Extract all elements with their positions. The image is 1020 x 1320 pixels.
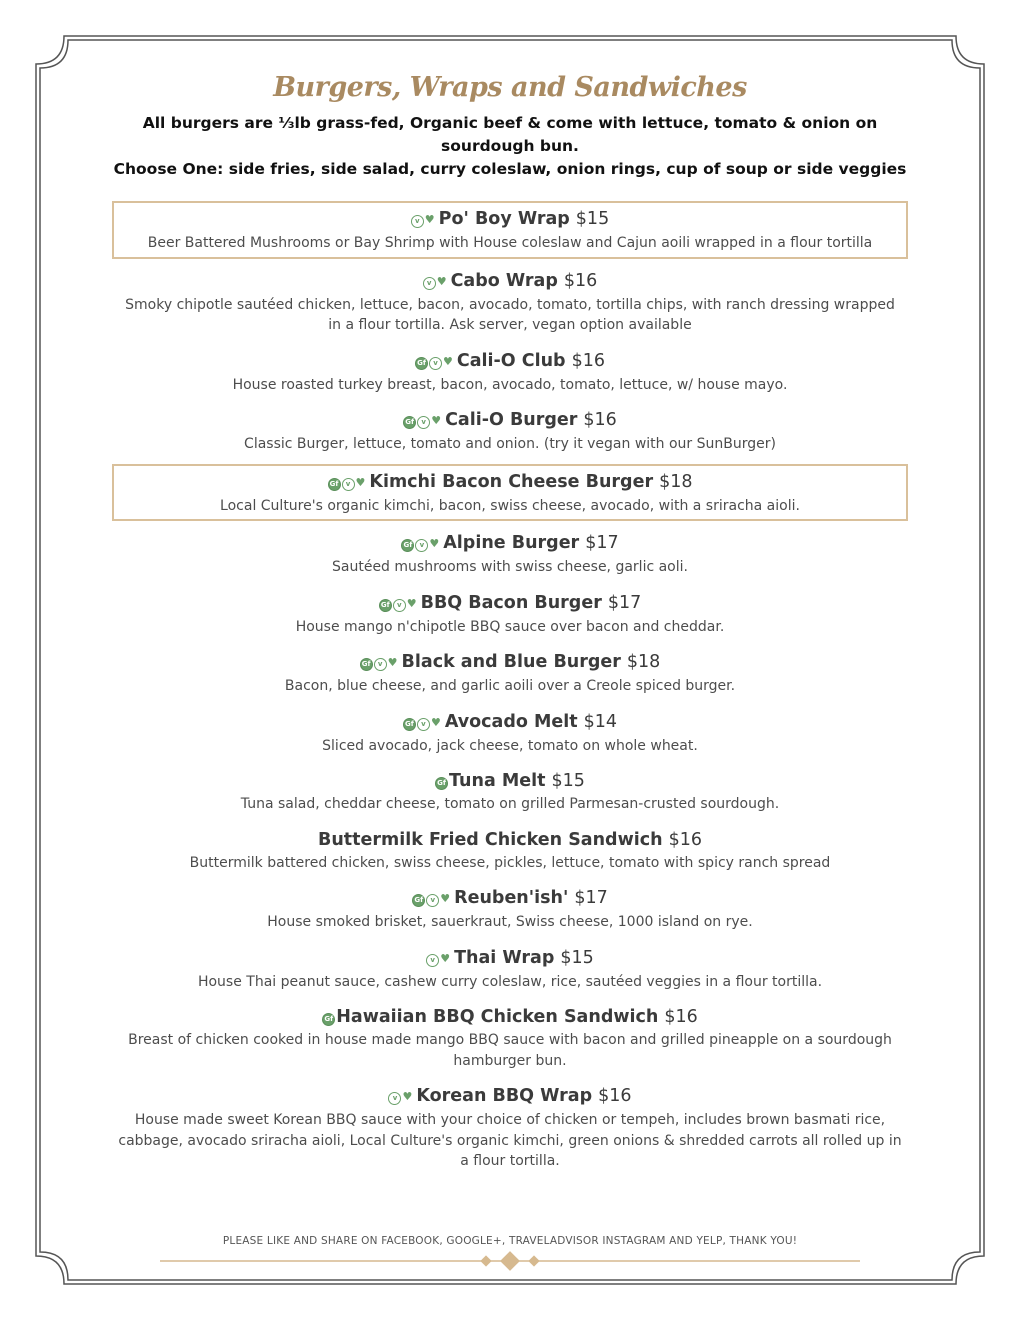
menu-item-heading bbox=[118, 886, 902, 911]
v-icon: v bbox=[429, 357, 442, 370]
footer-social-note: PLEASE LIKE AND SHARE ON FACEBOOK, GOOGLE+, TRAVELADVISOR INSTAGRAM AND YELP, THANK YOU! bbox=[222, 1235, 798, 1247]
menu-item-description: Smoky chipotle sautéed chicken, lettuce, bacon, avocado, tomato, tortilla chips, with ranch dressing wrapped in a flour tortilla. Ask server, vegan option available bbox=[125, 296, 895, 333]
heart-icon: ♥ bbox=[406, 596, 417, 610]
menu-item-name: Alpine Burger bbox=[443, 533, 580, 553]
v-icon: v bbox=[388, 1092, 401, 1105]
menu-item-description: House Thai peanut sauce, cashew curry coleslaw, rice, sautéed veggies in a flour tortilla. bbox=[197, 973, 823, 990]
heart-icon: ♥ bbox=[387, 656, 398, 669]
menu-item-description: Tuna salad, cheddar cheese, tomato on grilled Parmesan-crusted sourdough. bbox=[240, 796, 780, 812]
gf-icon: Gf bbox=[415, 357, 428, 370]
v-icon: v bbox=[426, 894, 439, 907]
v-icon: v bbox=[342, 478, 355, 491]
menu-item-price: $16 bbox=[583, 410, 617, 430]
menu-item bbox=[112, 1001, 908, 1074]
dietary-icons bbox=[426, 948, 454, 968]
menu-item-name: Reuben'ish' bbox=[454, 888, 569, 908]
heart-icon: ♥ bbox=[429, 537, 440, 550]
heart-icon: ♥ bbox=[355, 475, 366, 489]
intro-line-2: Choose One: side fries, side salad, curry coleslaw, onion rings, cup of soup or side veggies bbox=[113, 160, 907, 178]
menu-item bbox=[112, 345, 908, 399]
menu-item-heading bbox=[118, 1005, 902, 1029]
menu-item bbox=[112, 201, 908, 259]
menu-item-price: $18 bbox=[626, 652, 661, 672]
menu-item-description: House smoked brisket, sauerkraut, Swiss cheese, 1000 island on rye. bbox=[267, 914, 753, 930]
menu-item-price: $16 bbox=[668, 829, 702, 850]
menu-item-heading bbox=[118, 269, 902, 294]
dietary-icons bbox=[401, 533, 443, 553]
menu-item-description: Bacon, blue cheese, and garlic aoili over a Creole spiced burger. bbox=[284, 678, 736, 694]
menu-item-description: House mango n'chipotle BBQ sauce over bacon and cheddar. bbox=[295, 618, 725, 635]
v-icon: v bbox=[423, 277, 436, 290]
menu-item-name: Kimchi Bacon Cheese Burger bbox=[369, 471, 654, 492]
menu-item-price: $17 bbox=[585, 533, 619, 553]
gf-icon: Gf bbox=[328, 478, 341, 491]
menu-item-name: Thai Wrap bbox=[454, 947, 555, 968]
menu-item-name: Tuna Melt bbox=[449, 771, 546, 791]
menu-item-heading bbox=[118, 349, 902, 374]
heart-icon: ♥ bbox=[430, 715, 441, 729]
menu-item-price: $16 bbox=[598, 1086, 632, 1106]
heart-icon: ♥ bbox=[440, 892, 451, 905]
menu-item-name: Po' Boy Wrap bbox=[438, 209, 570, 229]
menu-item-name: Hawaiian BBQ Chicken Sandwich bbox=[336, 1007, 659, 1027]
menu-item-description: Sliced avocado, jack cheese, tomato on whole wheat. bbox=[322, 737, 698, 754]
dietary-icons bbox=[415, 351, 457, 371]
menu-item-heading bbox=[118, 531, 902, 556]
heart-icon: ♥ bbox=[424, 213, 435, 226]
menu-item-price: $14 bbox=[583, 711, 618, 732]
menu-item-description: House made sweet Korean BBQ sauce with your choice of chicken or tempeh, includes brown basmati rice, cabbage, avocado sriracha aioli, Local Culture's organic kimchi, green onions & shredded carrots all rolled up in a flour tortilla. bbox=[118, 1112, 902, 1169]
menu-item-description: Local Culture's organic kimchi, bacon, swiss cheese, avocado, with a sriracha aioli. bbox=[220, 497, 800, 514]
gf-icon: Gf bbox=[401, 539, 414, 552]
menu-item-price: $15 bbox=[551, 771, 585, 791]
menu-item bbox=[112, 824, 908, 877]
menu-item-heading bbox=[118, 710, 902, 735]
heart-icon: ♥ bbox=[402, 1090, 413, 1103]
menu-title: Burgers, Wraps and Sandwiches bbox=[273, 72, 747, 103]
menu-item-name: Cali-O Burger bbox=[445, 410, 578, 430]
menu-item bbox=[112, 765, 908, 818]
menu-item-price: $16 bbox=[571, 350, 605, 371]
menu-item bbox=[112, 527, 908, 581]
menu-item-heading bbox=[120, 470, 900, 495]
dietary-icons bbox=[328, 472, 370, 492]
menu-item bbox=[112, 265, 908, 339]
menu-item-price: $15 bbox=[560, 947, 594, 968]
menu-item bbox=[112, 646, 908, 700]
menu-item-price: $15 bbox=[575, 209, 610, 229]
dietary-icons bbox=[379, 593, 421, 613]
gf-icon: Gf bbox=[403, 416, 416, 429]
v-icon: v bbox=[417, 416, 430, 429]
menu-item-heading bbox=[118, 591, 902, 616]
menu-item-name: Black and Blue Burger bbox=[401, 652, 621, 672]
menu-item-heading bbox=[118, 650, 902, 675]
v-icon: v bbox=[411, 215, 424, 228]
menu-page bbox=[100, 70, 920, 1181]
dietary-icons bbox=[412, 888, 454, 908]
v-icon: v bbox=[393, 599, 406, 612]
menu-item-description: Sautéed mushrooms with swiss cheese, garlic aoli. bbox=[332, 559, 688, 575]
heart-icon: ♥ bbox=[436, 274, 447, 288]
menu-item-heading bbox=[120, 207, 900, 232]
gf-icon: Gf bbox=[412, 894, 425, 907]
gf-icon: Gf bbox=[322, 1013, 335, 1026]
menu-item-heading bbox=[118, 769, 902, 793]
dietary-icons bbox=[403, 410, 445, 430]
menu-item-name: Korean BBQ Wrap bbox=[416, 1086, 593, 1106]
menu-item bbox=[112, 942, 908, 996]
v-icon: v bbox=[426, 954, 439, 967]
dietary-icons bbox=[435, 771, 449, 791]
menu-item bbox=[112, 464, 908, 522]
gf-icon: Gf bbox=[379, 599, 392, 612]
menu-item-price: $16 bbox=[664, 1007, 698, 1027]
menu-item-price: $16 bbox=[563, 270, 598, 291]
menu-item-heading bbox=[118, 946, 902, 971]
menu-item-name: BBQ Bacon Burger bbox=[420, 592, 602, 613]
menu-item-name: Cali-O Club bbox=[456, 350, 566, 371]
dietary-icons bbox=[322, 1007, 336, 1027]
heart-icon: ♥ bbox=[440, 951, 451, 965]
v-icon: v bbox=[415, 539, 428, 552]
gf-icon: Gf bbox=[360, 658, 373, 671]
v-icon: v bbox=[374, 658, 387, 671]
menu-item bbox=[112, 882, 908, 936]
menu-item-price: $17 bbox=[574, 888, 608, 908]
v-icon: v bbox=[417, 718, 430, 731]
menu-item bbox=[112, 1080, 908, 1175]
menu-item-description: Classic Burger, lettuce, tomato and onion. (try it vegan with our SunBurger) bbox=[244, 436, 776, 452]
menu-item bbox=[112, 404, 908, 458]
menu-item-price: $18 bbox=[659, 471, 693, 492]
gf-icon: Gf bbox=[403, 718, 416, 731]
menu-item-name: Avocado Melt bbox=[444, 711, 578, 732]
heart-icon: ♥ bbox=[431, 414, 442, 427]
intro-line-1: All burgers are ⅓lb grass-fed, Organic beef & come with lettuce, tomato & onion on sourdough bun. bbox=[142, 114, 878, 155]
menu-item-heading bbox=[118, 828, 902, 852]
menu-item-heading bbox=[118, 408, 902, 433]
menu-item-name: Buttermilk Fried Chicken Sandwich bbox=[317, 829, 663, 850]
menu-item-heading bbox=[118, 1084, 902, 1109]
dietary-icons bbox=[360, 652, 402, 672]
dietary-icons bbox=[403, 712, 445, 732]
menu-items-list bbox=[100, 201, 920, 1175]
dietary-icons bbox=[411, 209, 439, 229]
dietary-icons bbox=[388, 1086, 416, 1106]
menu-item-price: $17 bbox=[607, 592, 642, 613]
menu-item-description: Beer Battered Mushrooms or Bay Shrimp with House coleslaw and Cajun aoili wrapped in a flour tortilla bbox=[147, 235, 873, 251]
heart-icon: ♥ bbox=[443, 354, 453, 368]
gf-icon: Gf bbox=[435, 777, 448, 790]
menu-item-name: Cabo Wrap bbox=[450, 270, 558, 291]
dietary-icons bbox=[423, 271, 451, 291]
menu-item-description: Breast of chicken cooked in house made mango BBQ sauce with bacon and grilled pineapple on a sourdough hamburger bun. bbox=[128, 1032, 892, 1069]
menu-item-description: Buttermilk battered chicken, swiss cheese, pickles, lettuce, tomato with spicy ranch spread bbox=[189, 854, 831, 871]
menu-item bbox=[112, 587, 908, 641]
footer-ornament-divider bbox=[160, 1251, 860, 1271]
menu-item bbox=[112, 706, 908, 760]
menu-item-description: House roasted turkey breast, bacon, avocado, tomato, lettuce, w/ house mayo. bbox=[232, 376, 788, 393]
